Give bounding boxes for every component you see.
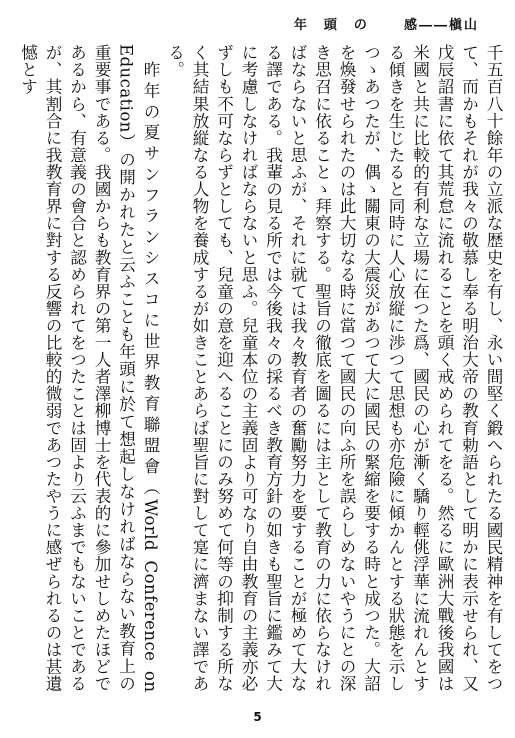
paragraph-2: 昨年の夏サンフランシスコに世界教育聯盟會（World Conference on Education）の開かれたと云ふことも年頭に於て想起しなければならない教育上の重要事である。我國からも教育界の第一人者澤柳博士を代表的に參加せしめたほどであるから、有意義の會合と認められてをつたことは固より云ふまでもないことであるが、其割合に我教育界に對する反響の比較的微弱であつたやうに感ぜられるのは甚遺憾とす [18,44,160,692]
running-header [294,14,479,33]
header-title-right: 感――槇山 [403,18,479,33]
page-number: 5 [253,710,262,724]
body-text [15,44,505,692]
header-title-left: 年 頭 の [293,18,369,33]
paragraph-1: 千五百八十餘年の立派な歴史を有し、永い間堅く鍛へられたる國民精神を有してをつて、而かもそれが我々の敬慕し奉る明治大帝の教育勅語として明かに表示せられ、又戊辰詔書に依て其荒怠に流れることを頭く戒められてをる。然るに歐洲大戰後我國は米國と共に比較的有利な立場に在つた爲、國民の心が漸く驕り輕佻浮華に流れんとする傾きを生じたると同時に人心放縦に渉つて思想も亦危險に傾かんとする狀態を示しつゝあつたが、偶ゝ關東の大震災があつて大に國民の緊縮を要する時と成つた。大詔を煥發せられたのは此大切なる時に當つて國民の向ふ所を誤らしめないやうにとの深き思召に依ることゝ拜察する。聖旨の徹底を圖るには主として教育の力に依らなければならないと思ふが、それに就ては我々教育者の奮勵努力を要することが極めて大なる譯である。我輩の見る所では今後我々の採るべき教育方針の如きも聖旨に鑑みて大に考慮しなければならないと思ふ。兒童本位の主義固より可なり自由教育の主義亦必ずしも不可ならずとしても、兒童の意を迎へることにのみ努めて何等の抑制する所なく其結果放縦なる人物を養成するが如きことあらば聖旨に對して寔に濟まない譯である。 [165,44,503,692]
